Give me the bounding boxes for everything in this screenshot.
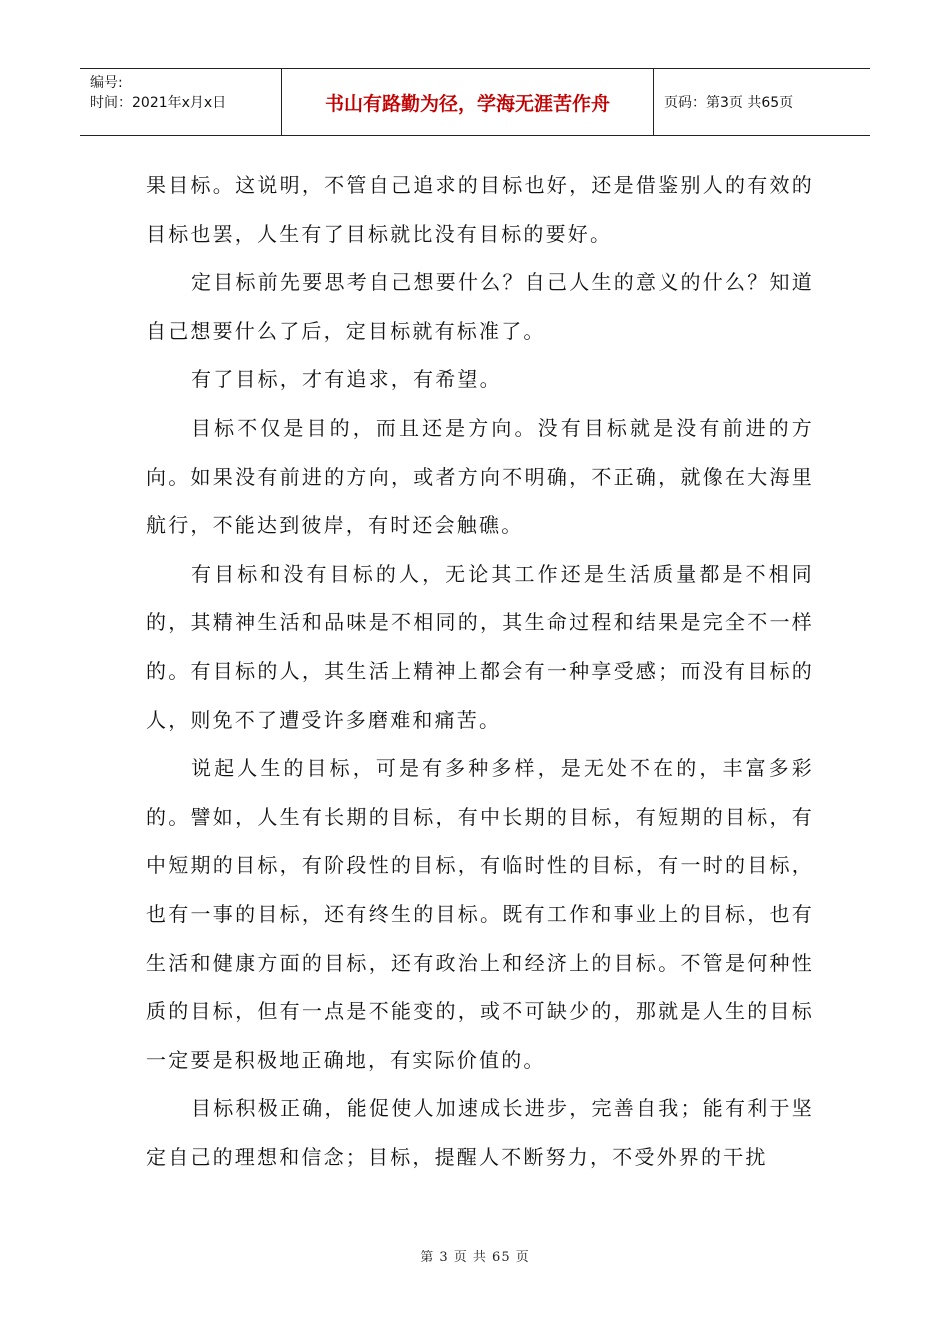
document-date-label: 时间：2021年x月x日 — [90, 95, 227, 111]
paragraph: 目标不仅是目的，而且还是方向。没有目标就是没有前进的方向。如果没有前进的方向，或者方向不明确，不正确，就像在大海里航行，不能达到彼岸，有时还会触礁。 — [146, 415, 814, 538]
page-header — [80, 68, 870, 136]
document-number-label: 编号: — [90, 75, 123, 91]
header-motto: 书山有路勤为径，学海无涯苦作舟 — [282, 69, 654, 135]
paragraph: 说起人生的目标，可是有多种多样，是无处不在的，丰富多彩的。譬如，人生有长期的目标，有中长期的目标，有短期的目标，有中短期的目标，有阶段性的目标，有临时性的目标，有一时的目标，也有一事的目标，还有终生的目标。既有工作和事业上的目标，也有生活和健康方面的目标，还有政治上和经济上的目标。不管是何种性质的目标，但有一点是不能变的，或不可缺少的，那就是人生的目标一定要是积极地正确地，有实际价值的。 — [146, 756, 814, 1072]
paragraph: 定目标前先要思考自己想要什么？自己人生的意义的什么？知道自己想要什么了后，定目标就有标准了。 — [146, 270, 814, 343]
paragraph: 有了目标，才有追求，有希望。 — [191, 367, 502, 392]
page-footer: 第 3 页 共 65 页 — [420, 1250, 530, 1265]
paragraph: 有目标和没有目标的人，无论其工作还是生活质量都是不相同的，其精神生活和品味是不相同的，其生命过程和结果是完全不一样的。有目标的人，其生活上精神上都会有一种享受感；而没有目标的人，则免不了遭受许多磨难和痛苦。 — [146, 561, 814, 732]
header-page-number: 页码：第3页 共65页 — [664, 95, 794, 111]
header-meta-cell — [80, 69, 282, 135]
paragraph: 目标积极正确，能促使人加速成长进步，完善自我；能有利于坚定自己的理想和信念；目标，提醒人不断努力，不受外界的干扰 — [146, 1096, 814, 1169]
document-body — [146, 161, 814, 1181]
paragraph-continuation: 果目标。这说明，不管自己追求的目标也好，还是借鉴别人的有效的目标也罢，人生有了目标就比没有目标的要好。 — [146, 173, 814, 246]
